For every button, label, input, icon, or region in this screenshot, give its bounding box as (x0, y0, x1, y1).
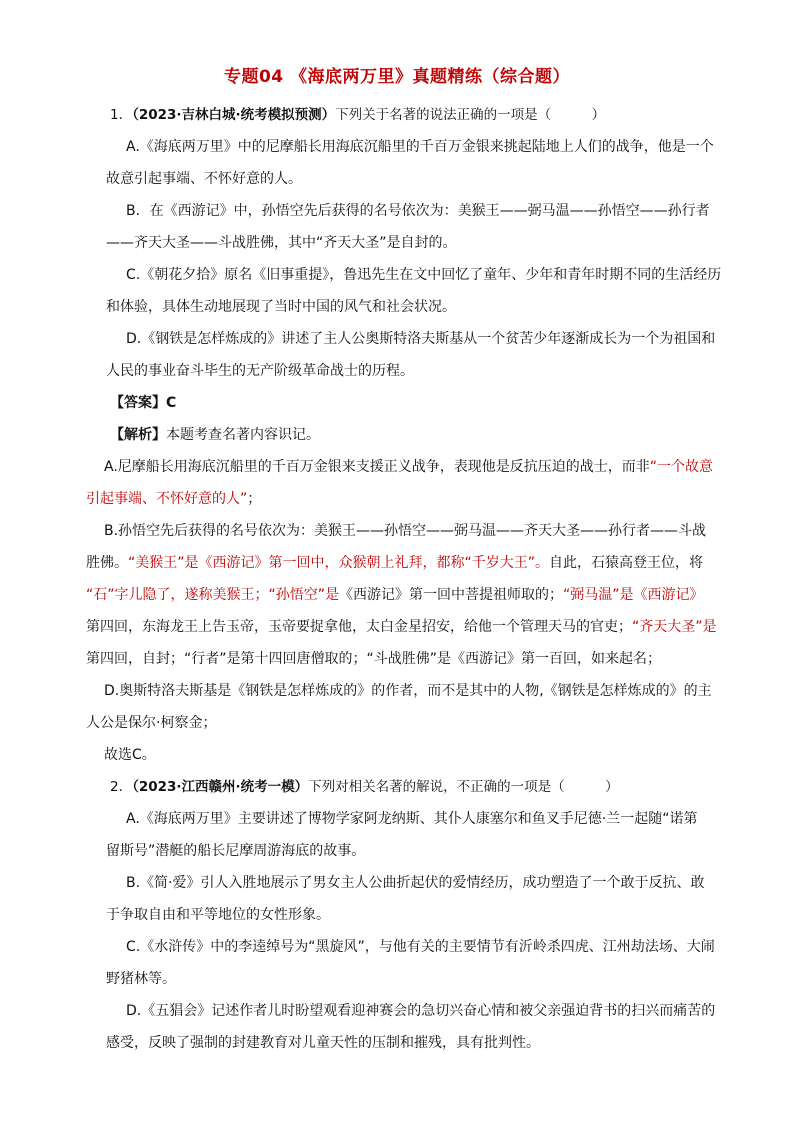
q1-option-c-line-1: C.《朝花夕拾》原名《旧事重提》，鲁迅先生在文中回忆了童年、少年和青年时期不同的生活经历 (126, 267, 722, 283)
q2-option-a-line-1: A.《海底两万里》主要讲述了博物学家阿龙纳斯、其仆人康塞尔和鱼叉手尼德·兰一起随“诺第 (126, 811, 698, 827)
q1-option-d-line-2: 人民的事业奋斗毕生的无产阶级革命战士的历程。 (106, 363, 414, 379)
answer-value: C (166, 395, 177, 411)
question-number: 1． (110, 107, 133, 123)
question-stem: 下列对相关名著的解说，不正确的一项是（ ） (308, 779, 619, 795)
q2-option-a-line-2: 留斯号”潜艇的船长尼摩周游海底的故事。 (106, 843, 366, 859)
q1-conclusion: 故选C。 (104, 747, 156, 763)
analysis-text: 本题考查名著内容识记。 (166, 427, 320, 443)
page-title: 专题04 《海底两万里》真题精练（综合题） (223, 67, 571, 87)
q1-analysis (110, 426, 320, 444)
q1-analysis-b-line-1: B.孙悟空先后获得的名号依次为：美猴王——孙悟空——弼马温——齐天大圣——孙行者——斗战 (104, 523, 707, 539)
question-number: 2． (110, 779, 133, 795)
question-stem: 下列关于名著的说法正确的一项是（ ） (335, 107, 606, 123)
q2-option-d-line-1: D.《五猖会》记述作者儿时盼望观看迎神赛会的急切兴奋心情和被父亲强迫背书的扫兴而痛苦的 (126, 1003, 716, 1019)
q1-option-a-line-1: A.《海底两万里》中的尼摩船长用海底沉船里的千百万金银来挑起陆地上人们的战争，他是一个 (126, 139, 714, 155)
highlighted-text: 引起事端、不怀好意的人” (86, 491, 248, 507)
q1-answer (110, 394, 176, 412)
highlighted-text: “一个故意 (649, 459, 714, 475)
q1-analysis-d-line-1: D.奥斯特洛夫斯基是《钢铁是怎样炼成的》的作者，而不是其中的人物,《钢铁是怎样炼成的》的主 (104, 683, 712, 699)
question-source: （2023·江西赣州·统考一模） (132, 779, 309, 795)
question-2-header (110, 778, 619, 796)
highlighted-text: “石”字儿隐了，遂称美猴王；“孙悟空”是 (86, 587, 340, 603)
analysis-label: 【解析】 (110, 427, 166, 443)
question-source: （2023·吉林白城·统考模拟预测） (132, 107, 336, 123)
q1-option-b-line-1: B．在《西游记》中，孙悟空先后获得的名号依次为：美猴王——弼马温——孙悟空——孙行者 (126, 203, 710, 219)
q1-analysis-b-line-3: “石”字儿隐了，遂称美猴王；“孙悟空”是《西游记》第一回中菩提祖师取的；“弼马温”是《西游记》 (86, 587, 704, 603)
q1-analysis-b-line-4: 第四回，东海龙王上告玉帝，玉帝要捉拿他，太白金星招安，给他一个管理天马的官吏；“齐天大圣”是 (86, 619, 717, 635)
q2-option-c-line-1: C.《水浒传》中的李逵绰号为“黑旋风”，与他有关的主要情节有沂岭杀四虎、江州劫法场、大闹 (126, 939, 715, 955)
highlighted-text: “弼马温”是《西游记》 (563, 587, 704, 603)
q1-analysis-a-line-2: 引起事端、不怀好意的人”； (86, 491, 262, 507)
q2-option-c-line-2: 野猪林等。 (106, 971, 176, 987)
q1-analysis-d-line-2: 人公是保尔·柯察金； (86, 715, 217, 731)
q1-option-a-line-2: 故意引起事端、不怀好意的人。 (106, 171, 302, 187)
highlighted-text: “齐天大圣”是 (632, 619, 717, 635)
q1-option-c-line-2: 和体验，具体生动地展现了当时中国的风气和社会状况。 (106, 299, 456, 315)
q1-analysis-b-line-2: 胜佛。“美猴王”是《西游记》第一回中，众猴朝上礼拜，都称“千岁大王”。自此，石猿高登王位，将 (86, 555, 704, 571)
q1-analysis-a-line-1: A.尼摩船长用海底沉船里的千百万金银来支援正义战争，表现他是反抗压迫的战士，而非“一个故意 (104, 459, 714, 475)
q1-analysis-b-line-5: 第四回，自封；“行者”是第十四回唐僧取的；“斗战胜佛”是《西游记》第一百回，如来起名； (86, 651, 662, 667)
answer-label: 【答案】 (110, 395, 166, 411)
q1-option-b-line-2: ——齐天大圣——斗战胜佛，其中“齐天大圣”是自封的。 (106, 235, 457, 251)
highlighted-text: “美猴王”是《西游记》第一回中，众猴朝上礼拜，都称“千岁大王”。 (128, 555, 550, 571)
q2-option-b-line-2: 于争取自由和平等地位的女性形象。 (106, 907, 330, 923)
q2-option-b-line-1: B.《简·爱》引人入胜地展示了男女主人公曲折起伏的爱情经历，成功塑造了一个敢于反抗、敢 (126, 875, 705, 891)
question-1-header (110, 106, 605, 124)
q1-option-d-line-1: D.《钢铁是怎样炼成的》讲述了主人公奥斯特洛夫斯基从一个贫苦少年逐渐成长为一个为祖国和 (126, 331, 716, 347)
q2-option-d-line-2: 感受，反映了强制的封建教育对儿童天性的压制和摧残，具有批判性。 (106, 1035, 540, 1051)
